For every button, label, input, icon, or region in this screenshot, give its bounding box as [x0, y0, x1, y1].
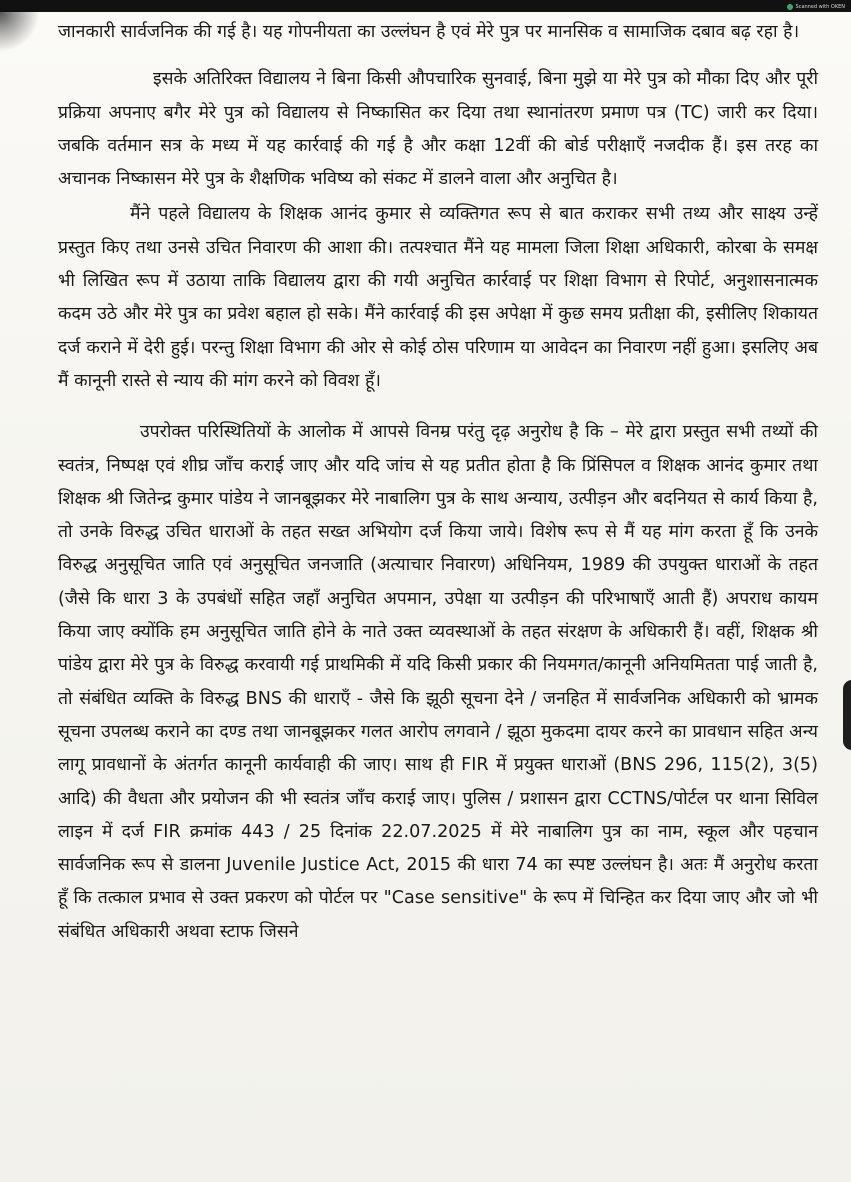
paragraph-3: मैंने पहले विद्यालय के शिक्षक आनंद कुमार से व्यक्तिगत रूप से बात कराकर सभी तथ्य और साक्ष्य उन्हें प्रस्तुत किए तथा उनसे उचित निवारण की आशा की। तत्पश्चात मैंने यह मामला जिला शिक्षा अधिकारी, कोरबा के समक्ष भी लिखित रूप में उठाया ताकि विद्यालय द्वारा की गयी अनुचित कार्रवाई पर शिक्षा विभाग से रिपोर्ट, अनुशासनात्मक कदम उठे और मेरे पुत्र का प्रवेश बहाल हो सके। मैंने कार्रवाई की इस अपेक्षा में कुछ समय प्रतीक्षा की, इसीलिए शिकायत दर्ज कराने में देरी हुई। परन्तु शिक्षा विभाग की ओर से कोई ठोस परिणाम या आवेदन का निवारण नहीं हुआ। इसलिए अब मैं कानूनी रास्ते से न्याय की मांग करने को विवश हूँ।	[58, 204, 818, 391]
paragraph-4: उपरोक्त परिस्थितियों के आलोक में आपसे विनम्र परंतु दृढ़ अनुरोध है कि – मेरे द्वारा प्रस्तुत सभी तथ्यों की स्वतंत्र, निष्पक्ष एवं शीघ्र जाँच कराई जाए और यदि जांच से यह प्रतीत होता है कि प्रिंसिपल व शिक्षक आनंद कुमार तथा शिक्षक श्री जितेन्द्र कुमार पांडेय ने जानबूझकर मेरे नाबालिग पुत्र के साथ अन्याय, उत्पीड़न और बदनियत से कार्य किया है, तो उनके विरुद्ध उचित धाराओं के तहत सख्त अभियोग दर्ज किया जाये। विशेष रूप से मैं यह मांग करता हूँ कि उनके विरुद्ध अनुसूचित जाति एवं अनुसूचित जनजाति (अत्याचार निवारण) अधिनियम, 1989 की उपयुक्त धाराओं के तहत (जैसे कि धारा 3 के उपबंधों सहित जहाँ अनुचित अपमान, उपेक्षा या उत्पीड़न की परिभाषाएँ आती हैं) अपराध कायम किया जाए क्योंकि हम अनुसूचित जाति होने के नाते उक्त व्यवस्थाओं के तहत संरक्षण के अधिकारी हैं। वहीं, शिक्षक श्री पांडेय द्वारा मेरे पुत्र के विरुद्ध करवायी गई प्राथमिकी में यदि किसी प्रकार की नियमगत/कानूनी अनियमितता पाई जाती है, तो संबंधित व्यक्ति के विरुद्ध BNS की धाराएँ - जैसे कि झूठी सूचना देने / जनहित में सार्वजनिक अधिकारी को भ्रामक सूचना उपलब्ध कराने का दण्ड तथा जानबूझकर गलत आरोप लगवाने / झूठा मुकदमा दायर करने का प्रावधान सहित अन्य लागू प्रावधानों के अंतर्गत कानूनी कार्यवाही की जाए। साथ ही FIR में प्रयुक्त धाराओं (BNS 296, 115(2), 3(5) आदि) की वैधता और प्रयोजन की भी स्वतंत्र जाँच कराई जाए। पुलिस / प्रशासन द्वारा CCTNS/पोर्टल पर थाना सिविल लाइन में दर्ज FIR क्रमांक 443 / 25 दिनांक 22.07.2025 में मेरे नाबालिग पुत्र का नाम, स्कूल और पहचान सार्वजनिक रूप से डालना Juvenile Justice Act, 2015 की धारा 74 का स्पष्ट उल्लंघन है। अतः मैं अनुरोध करता हूँ कि तत्काल प्रभाव से उक्त प्रकरण को पोर्टल पर "Case sensitive" के रूप में चिन्हित कर दिया जाए और जो भी संबंधित अधिकारी अथवा स्टाफ जिसने	[58, 422, 818, 942]
page-edge-mark	[843, 680, 851, 750]
scanner-logo-icon	[787, 4, 793, 10]
scanner-watermark	[787, 2, 845, 12]
paragraph-2: इसके अतिरिक्त विद्यालय ने बिना किसी औपचारिक सुनवाई, बिना मुझे या मेरे पुत्र को मौका दिए और पूरी प्रक्रिया अपनाए बगैर मेरे पुत्र को विद्यालय से निष्कासित कर दिया तथा स्थानांतरण प्रमाण पत्र (TC) जारी कर दिया। जबकि वर्तमान सत्र के मध्य में यह कार्रवाई की गई है और कक्षा 12वीं की बोर्ड परीक्षाएँ नजदीक हैं। इस तरह का अचानक निष्कासन मेरे पुत्र के शैक्षणिक भविष्य को संकट में डालने वाला और अनुचित है।	[58, 69, 819, 190]
paragraph-1: जानकारी सार्वजनिक की गई है। यह गोपनीयता का उल्लंघन है एवं मेरे पुत्र पर मानसिक व सामाजिक दबाव बढ़ रहा है।	[58, 22, 800, 42]
watermark-text: Scanned with OKEN	[795, 4, 845, 10]
document-body	[58, 16, 818, 949]
page-corner-shadow	[0, 12, 40, 52]
document-page	[0, 12, 851, 1182]
top-dark-bar	[0, 0, 851, 12]
